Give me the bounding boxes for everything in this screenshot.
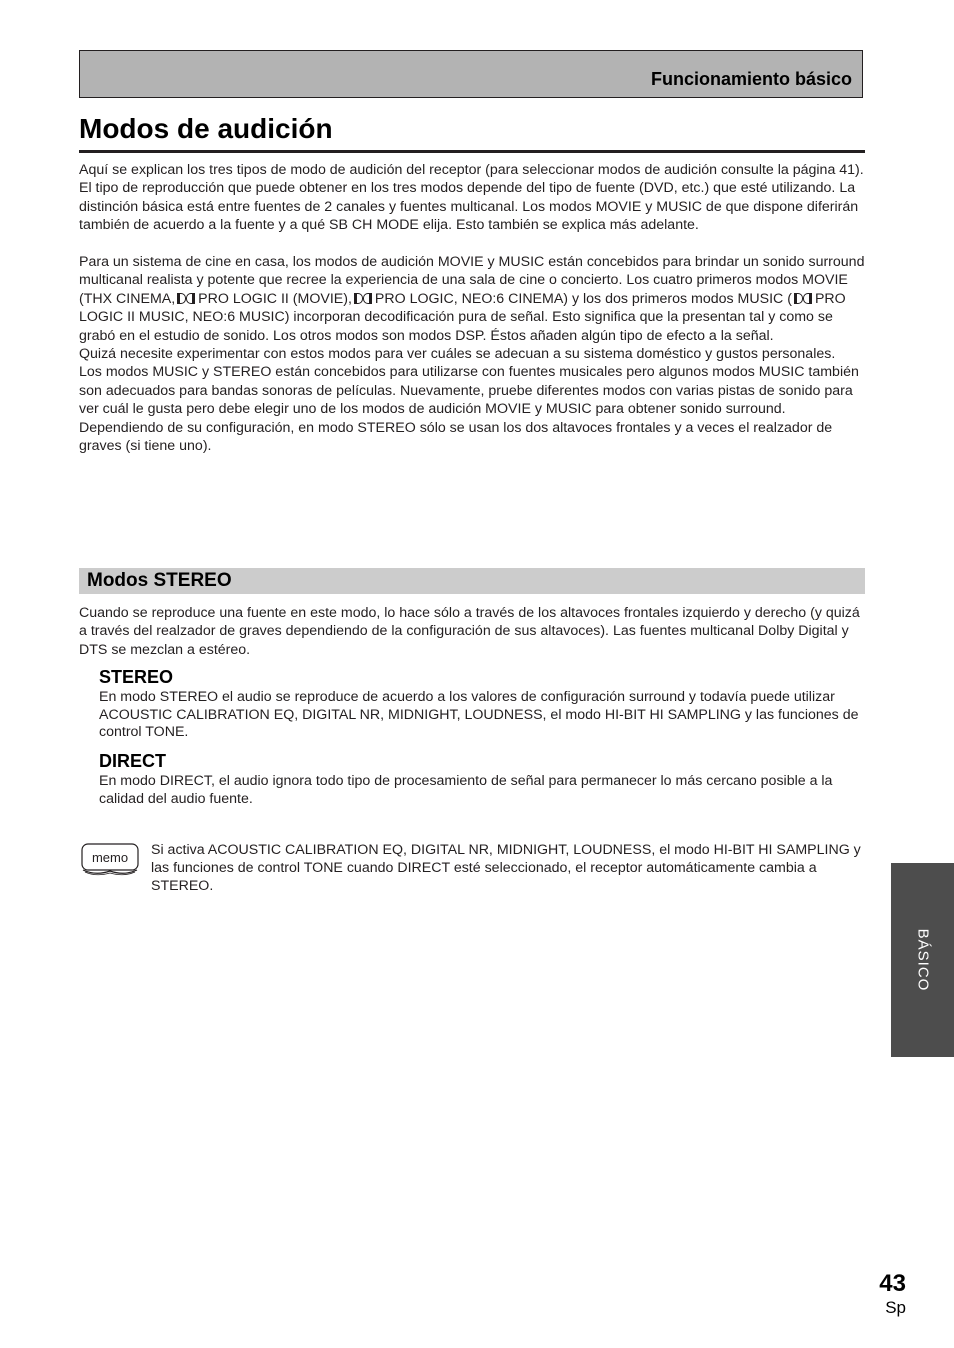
page-title: Modos de audición: [79, 112, 865, 153]
dolby-double-d-icon: [354, 293, 372, 304]
memo-icon: [81, 842, 139, 878]
intro-paragraph-3-part-a: Para un sistema de cine en casa, los modos de audición MOVIE y MUSIC están concebidos para brindar un sonido surround multicanal realista y potente que recree la experiencia de una sala de cine o concierto. Los cuatro primeros modos MOVIE (THX CINEMA,: [79, 254, 865, 307]
section-header-bar: [79, 568, 865, 594]
dolby-double-d-icon: [177, 293, 195, 304]
intro-paragraph-4: Quizá necesite experimentar con estos modos para ver cuáles se adecuan a su sistema doméstico y gustos personales.: [79, 346, 836, 363]
memo-text: Si activa ACOUSTIC CALIBRATION EQ, DIGITAL NR, MIDNIGHT, LOUDNESS, el modo HI-BIT HI SAMPLING y las funciones de control TONE cuando DIRECT esté seleccionado, el receptor automáticamente cambia a STEREO.: [151, 842, 861, 894]
intro-text: [79, 161, 865, 455]
section-intro: Cuando se reproduce una fuente en este modo, lo hace sólo a través de los altavoces frontales izquierdo y derecho (y quizá a través del realzador de graves dependiendo de la configuración de sus altavoces). Las fuentes multicanal Dolby Digital y DTS se mezclan a estéreo.: [79, 605, 860, 658]
side-tab-label: BÁSICO: [914, 928, 931, 992]
page-number: 43: [879, 1270, 906, 1297]
header-section-label: Funcionamiento básico: [650, 69, 852, 89]
section-title: Modos STEREO: [87, 570, 232, 591]
direct-subtitle: DIRECT: [99, 751, 166, 771]
intro-paragraph-2: El tipo de reproducción que puede obtener en los tres modos depende del tipo de fuente (DVD, etc.) que esté utilizando. La distinción básica está entre fuentes de 2 canales y fuentes multicanal. Los modos MOVIE y MUSIC de que dispone diferirán también de acuerdo a la fuente y a qué SB CH MODE elija. Esto también se explica más adelante.: [79, 180, 859, 234]
page-language: Sp: [885, 1298, 906, 1317]
stereo-text: En modo STEREO el audio se reproduce de acuerdo a los valores de configuración surround y todavía puede utilizar ACOUSTIC CALIBRATION EQ, DIGITAL NR, MIDNIGHT, LOUDNESS, el modo HI-BIT HI SAMPLING y las funciones de control TONE.: [99, 689, 859, 741]
direct-text: En modo DIRECT, el audio ignora todo tipo de procesamiento de señal para permanecer lo más cercano posible a la calidad del audio fuente.: [99, 773, 833, 807]
intro-paragraph-3-part-c: PRO LOGIC, NEO:6 CINEMA) y los dos primeros modos MUSIC (: [374, 290, 792, 307]
intro-paragraph-6: Dependiendo de su configuración, en modo STEREO sólo se usan los dos altavoces frontales y a veces el realzador de graves (si tiene uno).: [79, 419, 833, 455]
intro-paragraph-3-part-d: PRO LOGIC II MUSIC, NEO:6 MUSIC) incorporan decodificación pura de señal. Esto significa que la presentan tal y como se grabó en el estudio de sonido. Los otros modos son modos DSP. Éstos añaden algún tipo de efecto a la señal.: [79, 290, 846, 344]
dolby-double-d-icon: [794, 293, 812, 304]
intro-paragraph-3-part-b: PRO LOGIC II (MOVIE),: [198, 290, 352, 307]
stereo-subtitle: STEREO: [99, 667, 174, 687]
header-bar: [79, 50, 863, 98]
intro-paragraph-3: [79, 253, 865, 345]
intro-paragraph-1: Aquí se explican los tres tipos de modo de audición del receptor (para seleccionar modos de audición consulte la página 41).: [79, 162, 864, 178]
side-tab: [891, 863, 954, 1057]
intro-paragraph-5: Los modos MUSIC y STEREO están concebidos para utilizarse con fuentes musicales pero algunos modos MUSIC también son adecuados para bandas sonoras de películas. Nuevamente, pruebe diferentes modos con varias pistas de sonido para ver cuál le gusta pero debe elegir uno de los modos de audición MOVIE y MUSIC para obtener sonido surround.: [79, 364, 859, 418]
memo-icon-label: memo: [91, 850, 129, 865]
